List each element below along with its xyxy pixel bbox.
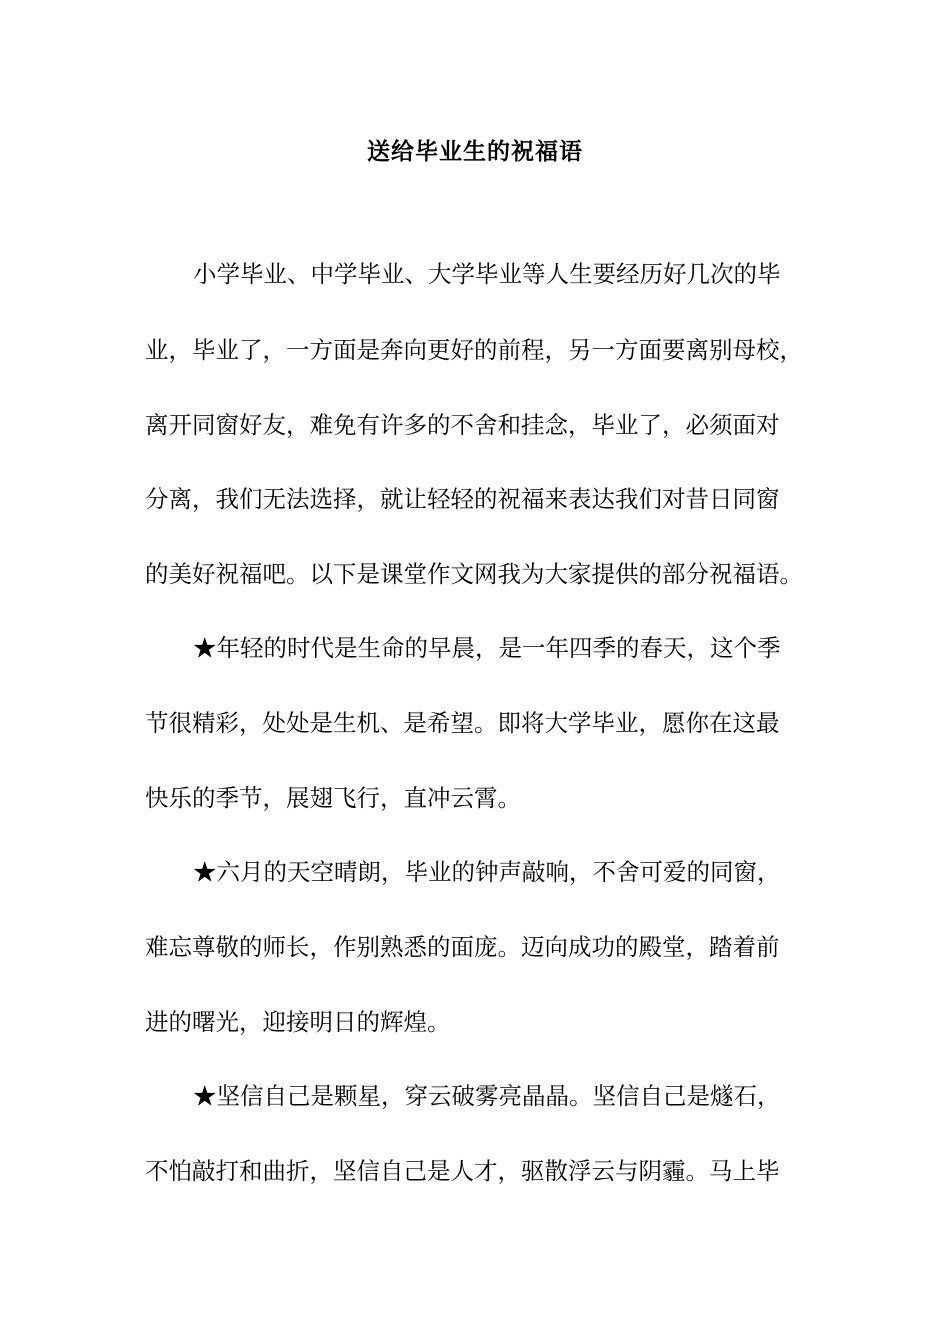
paragraph-2-line-2: 节很精彩，处处是生机、是希望。即将大学毕业，愿你在这最 <box>145 709 780 737</box>
document-title: 送给毕业生的祝福语 <box>367 138 583 165</box>
paragraph-3-line-2: 难忘尊敬的师长，作别熟悉的面庞。迈向成功的殿堂，踏着前 <box>145 933 780 961</box>
paragraph-2-line-3: 快乐的季节，展翅飞行，直冲云霄。 <box>145 784 521 812</box>
paragraph-4-line-1: ★坚信自己是颗星，穿云破雾亮晶晶。坚信自己是燧石， <box>193 1082 781 1110</box>
paragraph-1-line-4: 分离，我们无法选择，就让轻轻的祝福来表达我们对昔日同窗 <box>145 485 780 513</box>
paragraph-1-line-3: 离开同窗好友，难免有许多的不舍和挂念，毕业了，必须面对 <box>145 411 780 439</box>
paragraph-1-line-1: 小学毕业、中学毕业、大学毕业等人生要经历好几次的毕 <box>193 260 781 288</box>
paragraph-1-line-5: 的美好祝福吧。以下是课堂作文网我为大家提供的部分祝福语。 <box>145 560 803 588</box>
paragraph-3-line-3: 进的曙光，迎接明日的辉煌。 <box>145 1008 451 1036</box>
paragraph-4-line-2: 不怕敲打和曲折，坚信自己是人才，驱散浮云与阴霾。马上毕 <box>145 1157 780 1185</box>
paragraph-3-line-1: ★六月的天空晴朗，毕业的钟声敲响，不舍可爱的同窗， <box>193 858 781 886</box>
paragraph-2-line-1: ★年轻的时代是生命的早晨，是一年四季的春天，这个季 <box>193 634 781 662</box>
paragraph-1-line-2: 业，毕业了，一方面是奔向更好的前程，另一方面要离别母校， <box>145 336 803 364</box>
